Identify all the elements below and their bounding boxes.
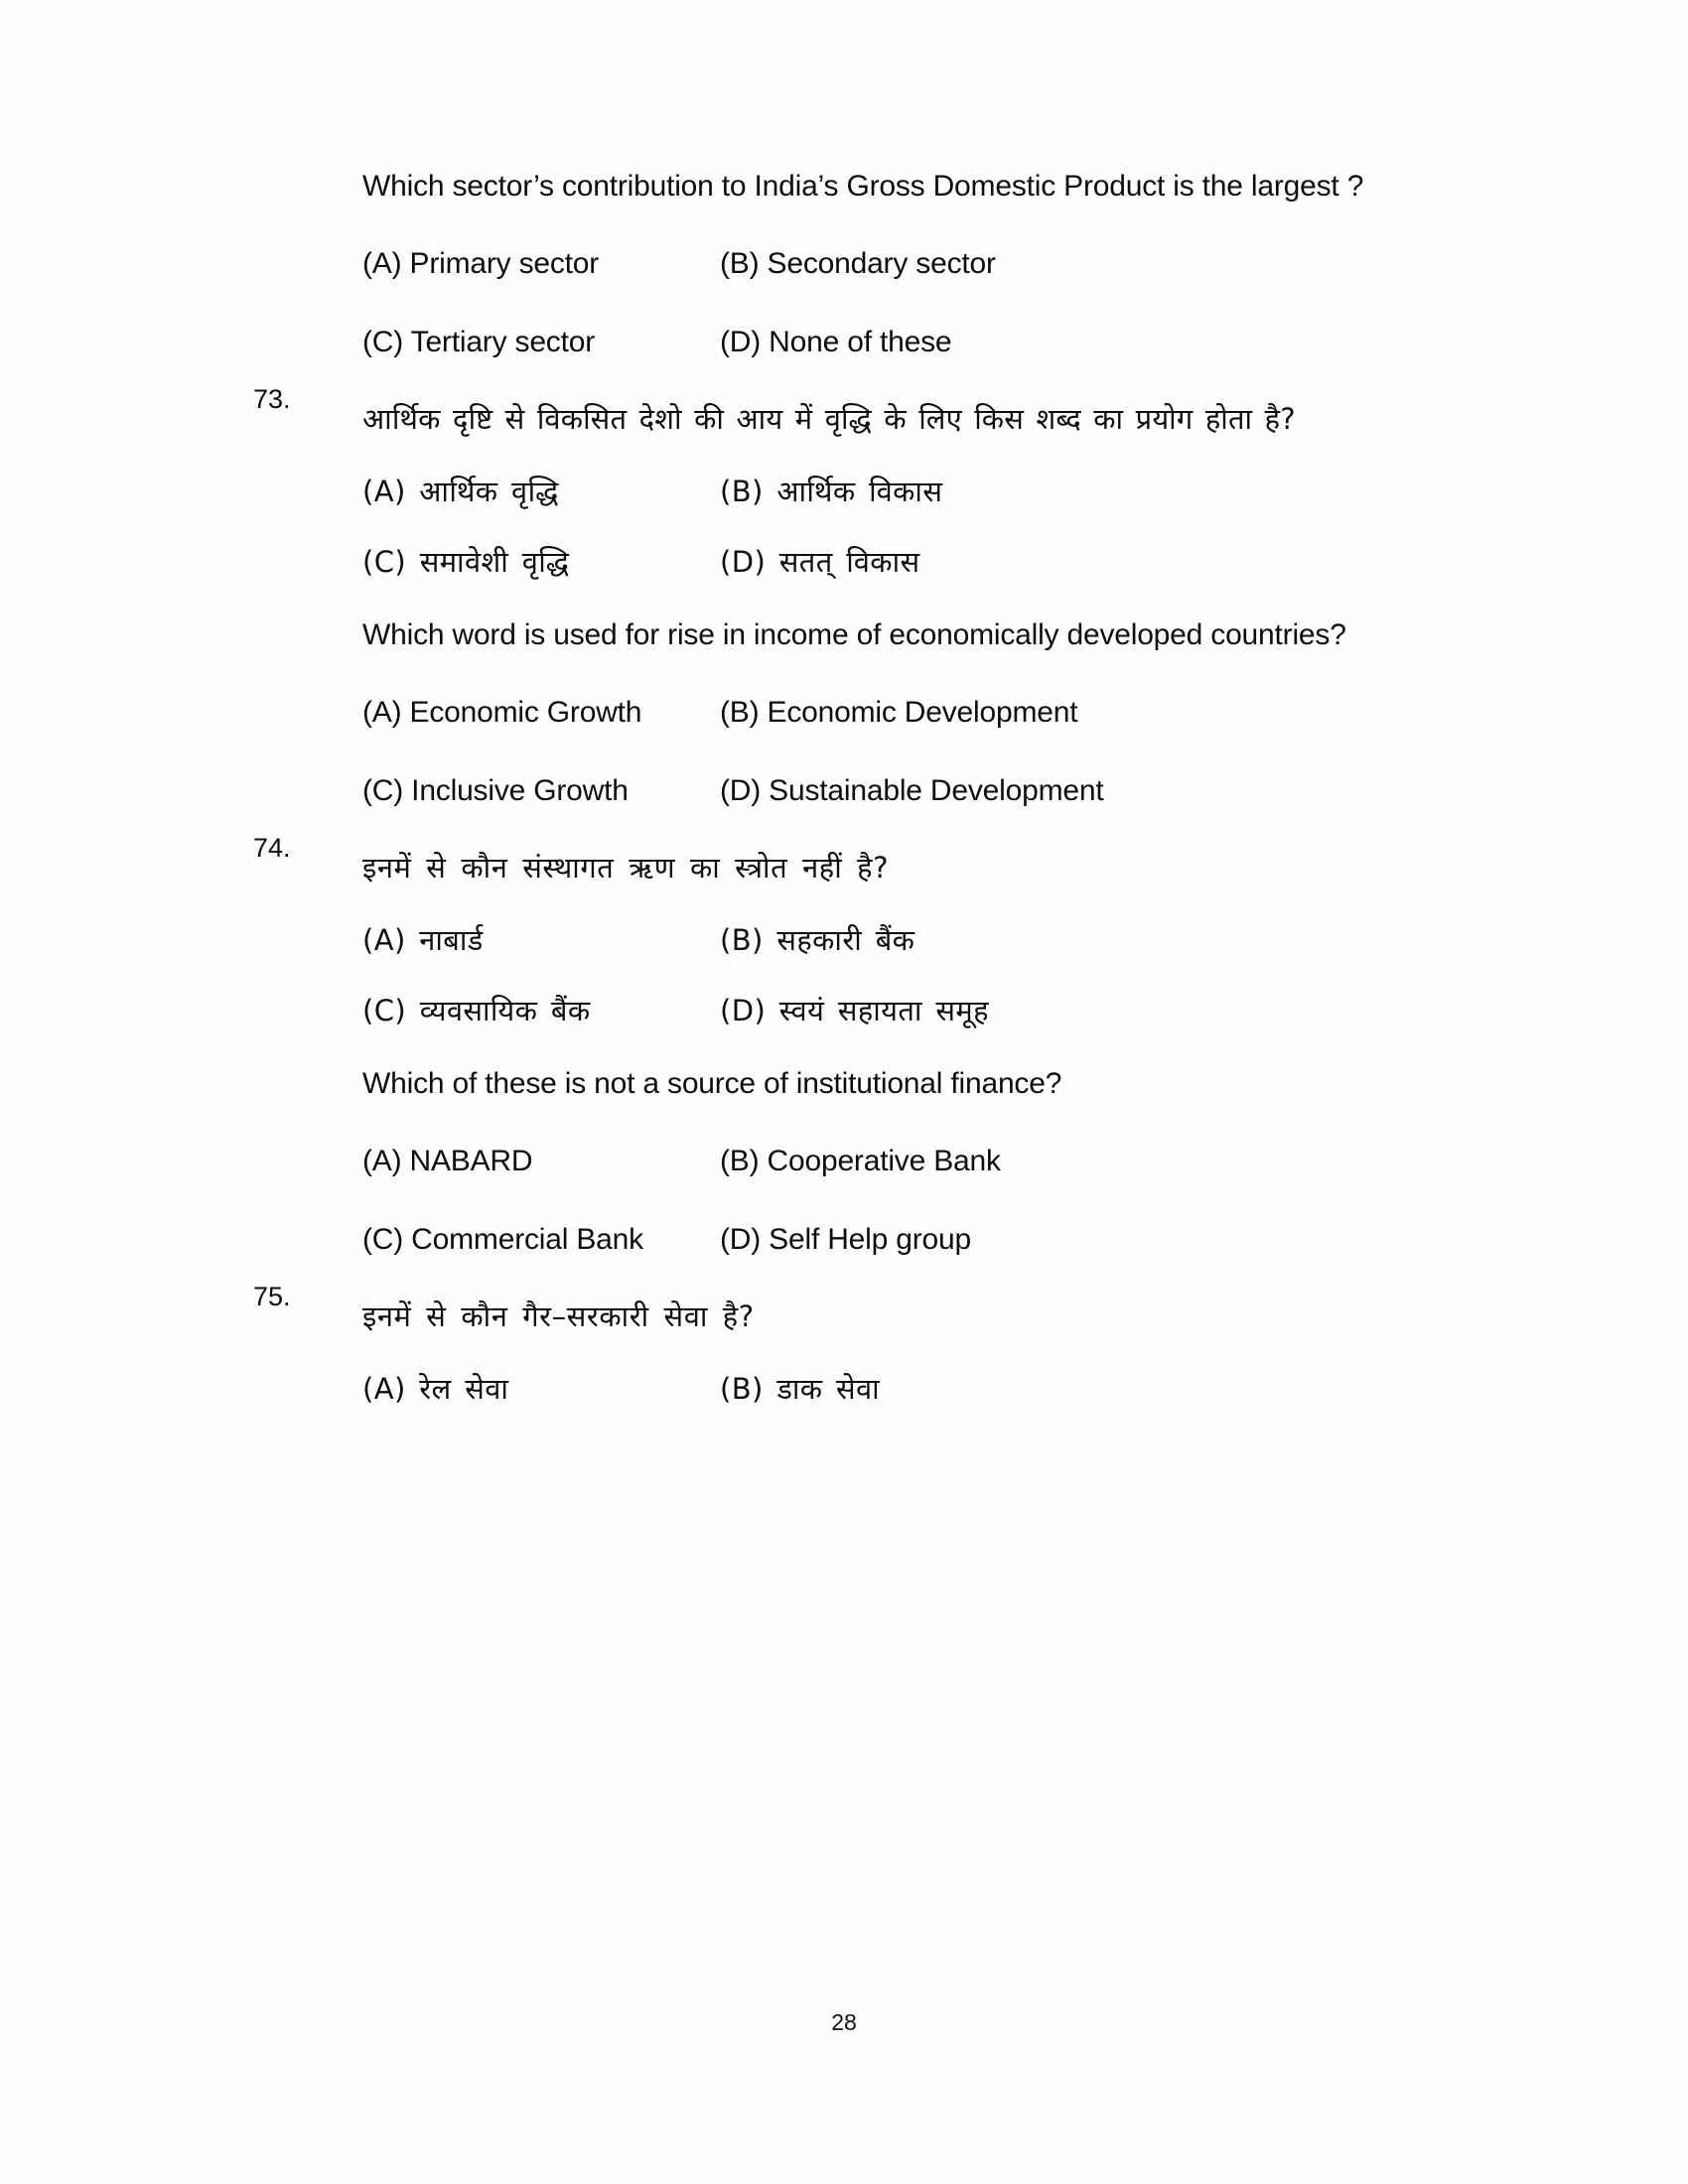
question-stem-hindi: इनमें से कौन संस्थागत ऋण का स्त्रोत नहीं है? xyxy=(362,851,890,885)
option-b[interactable]: (B) Economic Development xyxy=(720,696,1078,729)
option-a[interactable]: (A) Primary sector xyxy=(362,247,600,280)
question-stem-hindi: इनमें से कौन गैर–सरकारी सेवा है? xyxy=(362,1299,755,1333)
options-hindi xyxy=(362,1354,1534,1425)
question-stem-english: Which word is used for rise in income of economically developed countries? xyxy=(362,618,1346,651)
question-block-74 xyxy=(253,830,1534,1279)
option-b[interactable]: (B) Secondary sector xyxy=(720,247,996,280)
option-a-hindi[interactable]: (A) आर्थिक वृद्धि xyxy=(362,475,559,508)
option-c[interactable]: (C) Tertiary sector xyxy=(362,326,596,358)
option-c[interactable]: (C) Inclusive Growth xyxy=(362,774,629,807)
question-stem-english: Which of these is not a source of institutional finance? xyxy=(362,1067,1062,1100)
question-number: 73. xyxy=(253,384,291,414)
option-a-hindi[interactable]: (A) नाबार्ड xyxy=(362,923,484,957)
question-number xyxy=(253,149,362,151)
options-hindi xyxy=(362,457,1534,598)
option-c[interactable]: (C) Commercial Bank xyxy=(362,1223,643,1256)
question-block-73 xyxy=(253,381,1534,830)
option-b-hindi[interactable]: (B) डाक सेवा xyxy=(720,1372,881,1406)
option-b[interactable]: (B) Cooperative Bank xyxy=(720,1145,1001,1177)
option-d[interactable]: (D) Self Help group xyxy=(720,1223,971,1256)
question-number: 75. xyxy=(253,1282,291,1311)
question-block-72-continued xyxy=(253,149,1534,381)
question-number: 74. xyxy=(253,833,291,863)
question-stem-english: Which sector’s contribution to India’s Gross Domestic Product is the largest ? xyxy=(362,170,1364,203)
options-english xyxy=(362,224,1534,381)
question-block-75 xyxy=(253,1279,1534,1425)
option-a[interactable]: (A) NABARD xyxy=(362,1145,533,1177)
option-a[interactable]: (A) Economic Growth xyxy=(362,696,642,729)
option-c-hindi[interactable]: (C) समावेशी वृद्धि xyxy=(362,545,570,579)
option-a-hindi[interactable]: (A) रेल सेवा xyxy=(362,1372,509,1406)
option-c-hindi[interactable]: (C) व्यवसायिक बैंक xyxy=(362,994,591,1027)
option-b-hindi[interactable]: (B) आर्थिक विकास xyxy=(720,475,943,508)
question-column xyxy=(253,149,1534,1425)
option-d[interactable]: (D) None of these xyxy=(720,326,952,358)
option-b-hindi[interactable]: (B) सहकारी बैंक xyxy=(720,923,915,957)
page-number: 28 xyxy=(831,2009,857,2035)
options-english xyxy=(362,1122,1534,1279)
options-english xyxy=(362,673,1534,830)
option-d[interactable]: (D) Sustainable Development xyxy=(720,774,1104,807)
options-hindi xyxy=(362,905,1534,1046)
question-stem-hindi: आर्थिक दृष्टि से विकसित देशो की आय में वृद्धि के लिए किस शब्द का प्रयोग होता है? xyxy=(362,402,1296,436)
option-d-hindi[interactable]: (D) स्वयं सहायता समूह xyxy=(720,994,989,1027)
option-d-hindi[interactable]: (D) सतत् विकास xyxy=(720,545,920,579)
